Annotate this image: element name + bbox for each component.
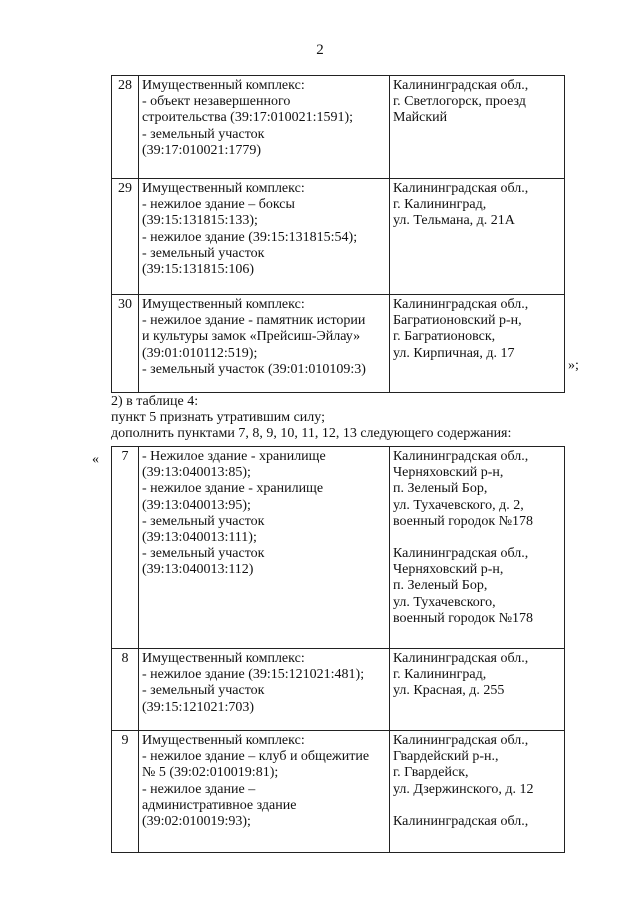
object-line: - нежилое здание –: [142, 781, 256, 797]
object-line: Имущественный комплекс:: [142, 651, 305, 666]
address-line: г. Багратионовск,: [393, 329, 496, 345]
address-line: г. Калининград,: [393, 667, 487, 683]
object-line: административное здание: [142, 797, 297, 813]
address-line: п. Зеленый Бор,: [393, 481, 488, 497]
address-line: Майский: [393, 110, 448, 126]
object-line: и культуры замок «Прейсиш-Эйлау»: [142, 329, 361, 345]
row-number: 9: [112, 731, 139, 853]
object-line: (39:13:040013:111);: [142, 530, 257, 546]
address-line: Калининградская обл.,: [393, 813, 529, 829]
object-line: Имущественный комплекс:: [142, 733, 305, 748]
address-line: г. Калининград,: [393, 197, 487, 213]
address-line: Черняховский р-н,: [393, 465, 504, 481]
address-line: Калининградская обл.,: [393, 449, 529, 464]
address-spacer: [393, 798, 561, 814]
object-description: [139, 179, 390, 295]
object-line: - нежилое здание (39:15:131815:54);: [142, 229, 358, 245]
address-line: п. Зеленый Бор,: [393, 578, 488, 594]
table-row: [112, 731, 565, 853]
object-address: [390, 447, 565, 649]
address-line: ул. Тельмана, д. 21А: [393, 213, 515, 229]
address-line: Калининградская обл.,: [393, 181, 529, 196]
opening-quote-mark: «: [92, 452, 99, 467]
row-number: 29: [112, 179, 139, 295]
object-line: (39:13:040013:112): [142, 562, 254, 578]
address-line: Калининградская обл.,: [393, 733, 529, 748]
address-line: Багратионовский р-н,: [393, 313, 522, 329]
object-line: Имущественный комплекс:: [142, 78, 305, 93]
address-line: Гвардейский р-н.,: [393, 749, 499, 765]
object-line: - земельный участок: [142, 513, 265, 529]
object-address: [390, 295, 565, 393]
object-line: (39:13:040013:95);: [142, 497, 251, 513]
address-line: военный городок №178: [393, 610, 534, 626]
object-description: [139, 731, 390, 853]
address-line: военный городок №178: [393, 513, 534, 529]
address-line: Калининградская обл.,: [393, 651, 529, 666]
object-line: (39:15:131815:106): [142, 262, 254, 278]
address-line: ул. Тухачевского,: [393, 594, 496, 610]
object-line: - земельный участок: [142, 245, 265, 261]
address-line: ул. Дзержинского, д. 12: [393, 781, 534, 797]
address-line: Калининградская обл.,: [393, 78, 529, 93]
object-address: [390, 179, 565, 295]
address-line: г. Светлогорск, проезд: [393, 94, 526, 110]
object-description: [139, 295, 390, 393]
amendment-line: пункт 5 признать утратившим силу;: [111, 410, 325, 425]
object-address: [390, 731, 565, 853]
object-line: (39:02:010019:93);: [142, 814, 251, 830]
address-line: Калининградская обл.,: [393, 546, 529, 562]
address-line: Калининградская обл.,: [393, 297, 529, 312]
table-row: [112, 649, 565, 731]
object-line: - нежилое здание - памятник истории: [142, 313, 366, 329]
object-line: (39:15:131815:133);: [142, 213, 258, 229]
address-line: г. Гвардейск,: [393, 765, 469, 781]
property-table-4: [111, 446, 565, 853]
row-number: 28: [112, 76, 139, 179]
object-line: - объект незавершенного: [142, 94, 291, 110]
object-line: Имущественный комплекс:: [142, 297, 305, 312]
object-line: № 5 (39:02:010019:81);: [142, 765, 279, 781]
table-row: [112, 447, 565, 649]
row-number: 30: [112, 295, 139, 393]
amendment-item: 2) в таблице 4:: [111, 394, 199, 409]
object-line: - нежилое здание – клуб и общежитие: [142, 749, 370, 765]
row-number: 7: [112, 447, 139, 649]
object-line: (39:13:040013:85);: [142, 465, 251, 481]
address-line: ул. Тухачевского, д. 2,: [393, 497, 524, 513]
row-number: 8: [112, 649, 139, 731]
object-line: - нежилое здание - хранилище: [142, 481, 324, 497]
object-address: [390, 76, 565, 179]
table-row: [112, 295, 565, 393]
object-line: - земельный участок (39:01:010109:3): [142, 361, 366, 377]
object-line: - нежилое здание – боксы: [142, 197, 295, 213]
object-description: [139, 649, 390, 731]
object-line: - Нежилое здание - хранилище: [142, 449, 326, 464]
object-description: [139, 76, 390, 179]
amendment-line: дополнить пунктами 7, 8, 9, 10, 11, 12, 13 следующего содержания:: [111, 426, 512, 441]
object-line: Имущественный комплекс:: [142, 181, 305, 196]
page-number: 2: [316, 42, 324, 58]
object-address: [390, 649, 565, 731]
address-spacer: [393, 530, 561, 546]
property-table-3: [111, 75, 565, 393]
table-row: [112, 76, 565, 179]
object-line: строительства (39:17:010021:1591);: [142, 110, 354, 126]
object-line: (39:17:010021:1779): [142, 142, 261, 158]
object-description: [139, 447, 390, 649]
object-line: - земельный участок: [142, 126, 265, 142]
address-line: ул. Красная, д. 255: [393, 683, 505, 699]
object-line: - земельный участок: [142, 683, 265, 699]
object-line: (39:01:010112:519);: [142, 345, 258, 361]
table-row: [112, 179, 565, 295]
address-line: Черняховский р-н,: [393, 562, 504, 578]
object-line: - нежилое здание (39:15:121021:481);: [142, 667, 365, 683]
closing-quote-mark: »;: [568, 358, 579, 373]
object-line: (39:15:121021:703): [142, 699, 254, 715]
object-line: - земельный участок: [142, 546, 265, 562]
address-line: ул. Кирпичная, д. 17: [393, 345, 515, 361]
